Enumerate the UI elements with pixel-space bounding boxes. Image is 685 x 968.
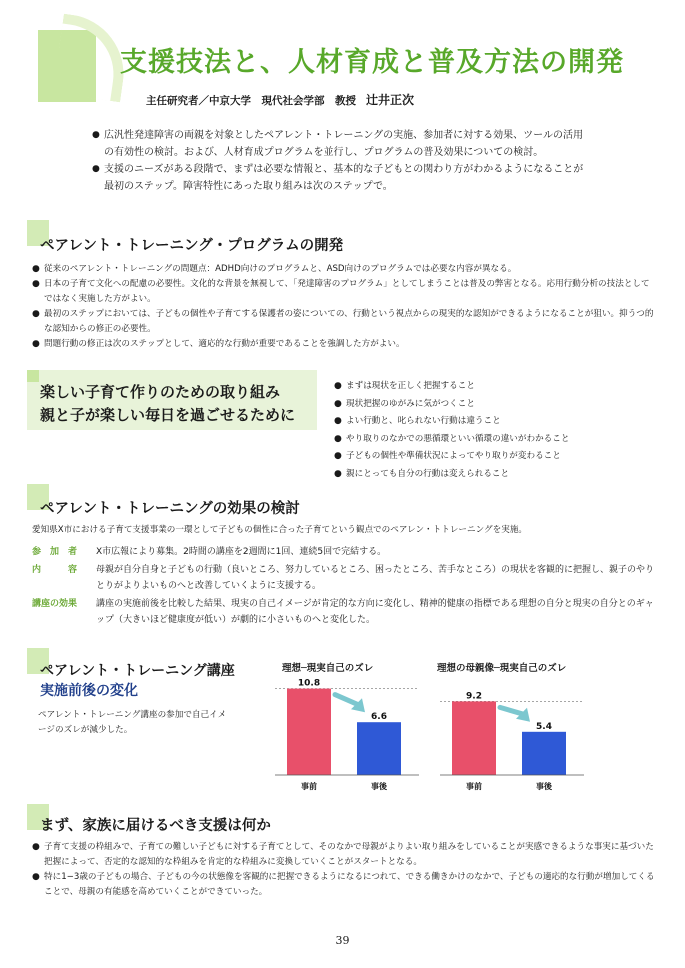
fun-title-line2: 親と子が楽しい毎日を過ごせるために <box>40 406 296 424</box>
program-bullets <box>32 262 657 352</box>
chart2-arrow-shaft <box>500 707 522 713</box>
fun-title-line1: 楽しい子育て作りのための取り組み <box>40 383 281 401</box>
intro-bullet: ● 支援のニーズがある段階で、まずは必要な情報と、基本的な子どもとの関わり方がわかるようになることが最初のステップ。障害特性にあった取り組みは次のステップで。 <box>92 161 592 195</box>
effect-intro: 愛知県X市における子育て支援事業の一環として子どもの個性に合った子育てという観点でのペアレン・トトレーニングを実施。 <box>32 525 528 535</box>
fun-list-item: ● 子どもの個性や準備状況によってやり取りが変わること <box>334 448 664 466</box>
chart2-bar-post <box>522 732 566 775</box>
intro-bullets <box>92 127 592 195</box>
fun-parenting-title <box>40 381 295 427</box>
fun-list-item: ● やり取りのなかでの悪循環といい循環の違いがわかること <box>334 431 664 449</box>
section-title-effect: ペアレント・トレーニングの効果の検討 <box>40 501 300 517</box>
chart1-title: 理想─現実自己のズレ <box>282 663 374 674</box>
effect-row-text: X市広報により募集。2時間の講座を2週間に1回、連続5回で完結する。 <box>96 547 387 557</box>
fun-parenting-list <box>334 378 664 483</box>
chart1-arrow-shaft <box>335 695 357 705</box>
chart1-value-label: 6.6 <box>371 712 387 723</box>
chart2-bar-pre <box>452 701 496 775</box>
author-name: 辻井正次 <box>366 93 415 107</box>
program-bullet: ● 日本の子育て文化への配慮の必要性。文化的な背景を無視して、「発達障害のプログラム」としてしまうことは普及の弊害となる。応用行動分析の技法としてではなく実施した方がよい。 <box>32 277 657 307</box>
chart1-category-label: 事後 <box>371 782 387 791</box>
effect-table <box>32 544 662 628</box>
family-bullet: ● 特に1−3歳の子どもの場合、子どもの今の状態像を客観的に把握できるようになるにつれて、できる働きかけのなかで、子どもの適応的な行動が増加してくることで、母親の有能感を高めていくことができていった。 <box>32 870 662 900</box>
chart1-value-label: 10.8 <box>297 678 321 689</box>
page-title: 支援技法と、人材育成と普及方法の開発 <box>120 47 624 78</box>
family-bullet: ● 子育て支援の枠組みで、子育ての難しい子どもに対する子育てとして、そのなかで母親がよりよい取り組みをしていることが実感できるような事実に基づいた把握によって、否定的な認知的な枠組みを肯定的な枠組みに変換していくことがスタートとなる。 <box>32 840 662 870</box>
author-line <box>146 91 414 108</box>
chart2-value-label: 9.2 <box>466 691 482 702</box>
chart1-bar-post <box>357 722 401 775</box>
effect-row-label: 参 加 者 <box>32 547 78 557</box>
chart1-category-label: 事前 <box>301 782 317 791</box>
effect-row <box>32 596 662 628</box>
program-bullet: ● 従来のペアレント・トレーニングの問題点：ADHD向けのプログラムと、ASD向けのプログラムでは必要な内容が異なる。 <box>32 262 657 277</box>
section-title-program: ペアレント・トレーニング・プログラムの開発 <box>40 238 344 254</box>
chart2-value-label: 5.4 <box>536 721 552 732</box>
change-title-line2: 実施前後の変化 <box>40 683 138 699</box>
family-bullets <box>32 840 662 900</box>
effect-row-text: 母親が自分自身と子どもの行動（良いところ、努力しているところ、困ったところ、苦手なところ）の現状を客観的に把握し、親子のやりとりがよりよいものへと改善していくように支援する。 <box>96 565 655 591</box>
effect-row-label: 内 容 <box>32 565 78 575</box>
fun-parenting-tab <box>27 370 39 382</box>
change-description: ペアレント・トレーニング講座の参加で自己イメージのズレが減少した。 <box>38 710 227 735</box>
chart2-category-label: 事前 <box>466 782 482 791</box>
chart2 <box>430 675 590 800</box>
intro-bullet: ● 広汎性発達障害の両親を対象としたペアレント・トレーニングの実施、参加者に対する効果、ツールの活用の有効性の検討。および、人材育成プログラムを並行し、プログラムの普及効果についての検討。 <box>92 127 592 161</box>
fun-list-item: ● よい行動と、叱られない行動は違うこと <box>334 413 664 431</box>
effect-row <box>32 562 662 594</box>
author-affiliation: 主任研究者／中京大学 現代社会学部 教授 <box>146 95 356 107</box>
program-bullet: ● 問題行動の修正は次のステップとして、適応的な行動が重要であることを強調した方がよい。 <box>32 337 657 352</box>
chart1 <box>265 675 425 800</box>
fun-list-item: ● まずは現状を正しく把握すること <box>334 378 664 396</box>
page-number: 39 <box>335 934 350 947</box>
section-title-change <box>40 660 235 700</box>
fun-list-item: ● 現状把握のゆがみに気がつくこと <box>334 396 664 414</box>
chart2-title: 理想の母親像─現実自己のズレ <box>437 663 567 674</box>
change-title-line1: ペアレント・トレーニング講座 <box>40 663 235 679</box>
effect-row <box>32 544 662 560</box>
effect-row-label: 講座の効果 <box>32 599 78 609</box>
fun-list-item: ● 親にとっても自分の行動は変えられること <box>334 466 664 484</box>
chart2-category-label: 事後 <box>536 782 552 791</box>
effect-row-text: 講座の実施前後を比較した結果、現実の自己イメージが肯定的な方向に変化し、精神的健康の指標である理想の自分と現実の自分とのギャップ（大きいほど健康度が低い）が劇的に小さいものへと変化した。 <box>96 599 654 625</box>
program-bullet: ● 最初のステップにおいては、子どもの個性や子育てする保護者の姿についての、行動という視点からの現実的な認知ができるようになることが狙い。抑うつ的な認知からの修正の必要性。 <box>32 307 657 337</box>
section-title-family: まず、家族に届けるべき支援は何か <box>40 818 271 834</box>
chart1-bar-pre <box>287 689 331 775</box>
